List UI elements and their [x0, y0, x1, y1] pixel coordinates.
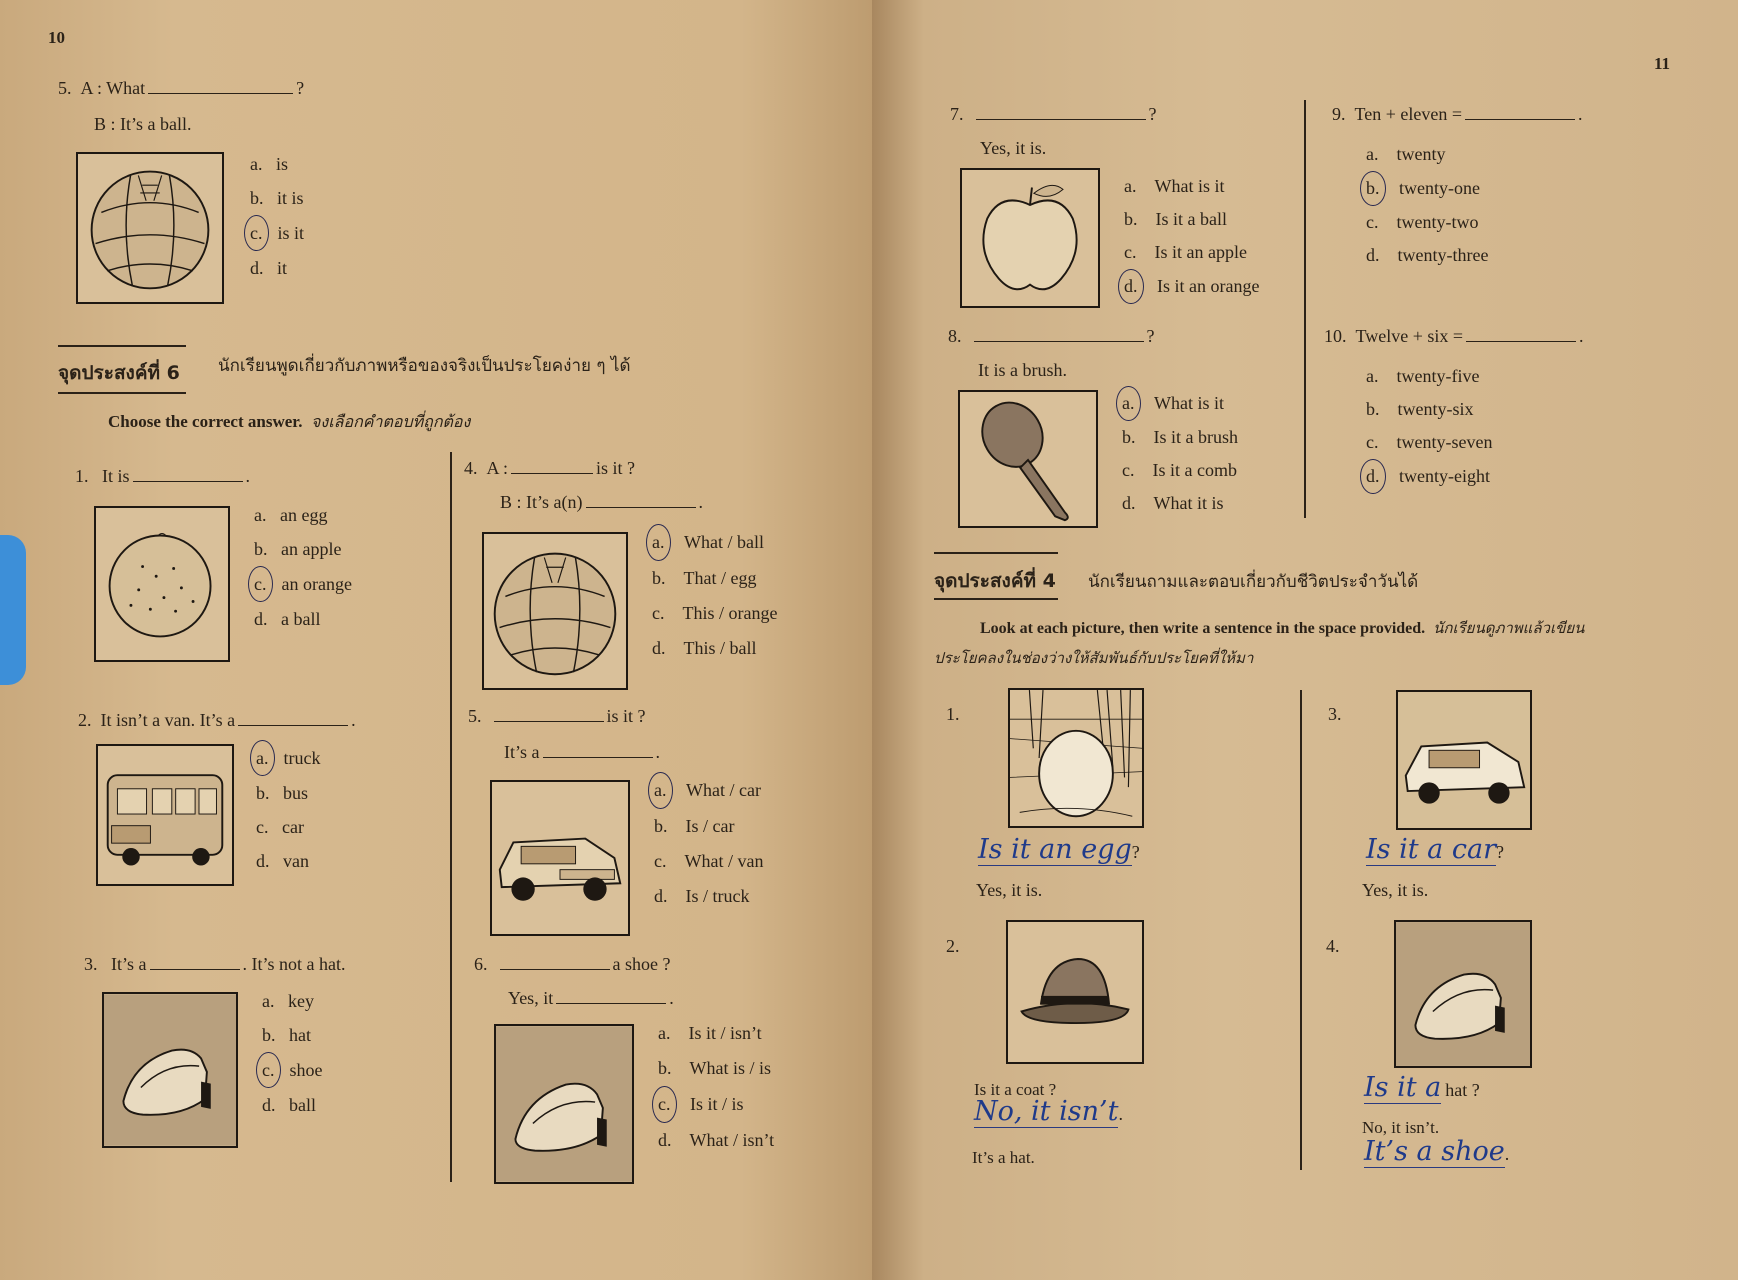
write-2-question: Is it a coat ? [974, 1080, 1057, 1099]
option-selected[interactable]: a. What / car [654, 772, 763, 809]
orange-picture [94, 506, 230, 662]
column-divider [450, 452, 452, 1182]
question-5-line-a: 5. A : What ? [58, 78, 305, 98]
option-selected[interactable]: b. twenty-one [1366, 171, 1488, 206]
section-4-label: จุดประสงค์ที่ 4 [934, 570, 1056, 592]
question-4-line-a: 4. A : is it ? [464, 458, 636, 478]
question-3-options [262, 984, 323, 1122]
question-1-options [254, 498, 352, 636]
option-selected[interactable]: c. an orange [254, 566, 352, 602]
option[interactable]: a. is [250, 154, 289, 174]
car-picture [1396, 690, 1532, 830]
question-5b-line-a: 5. is it ? [468, 706, 646, 726]
section-divider [58, 392, 186, 394]
bus-picture [96, 744, 234, 886]
shoe-picture [494, 1024, 634, 1184]
write-4-number: 4. [1326, 936, 1340, 956]
column-divider [1300, 690, 1302, 1170]
question-4-line-b: B : It’s a(n) . [500, 492, 703, 512]
option[interactable]: b. Is it a brush [1122, 427, 1238, 447]
instruction: Look at each picture, then write a sentence in the space provided. นักเรียนดูภาพแล้วเขียน [980, 619, 1585, 637]
option[interactable]: b. an apple [254, 539, 342, 559]
handwritten-answer[interactable]: It’s a shoe [1364, 1136, 1505, 1167]
option[interactable]: d. a ball [254, 609, 321, 629]
write-2-number: 2. [946, 936, 960, 956]
option[interactable]: c. This / orange [652, 603, 778, 623]
option-selected[interactable]: a. truck [256, 740, 320, 776]
option[interactable]: d. Is / truck [654, 886, 750, 906]
option[interactable]: d. it [250, 258, 288, 278]
page-number: 11 [1654, 54, 1671, 73]
instruction-continued: ประโยคลงในช่องว่างให้สัมพันธ์กับประโยคที่ให้มา [934, 649, 1254, 667]
question-6-line-b: Yes, it . [508, 988, 674, 1008]
question-10-options [1366, 360, 1492, 494]
handwritten-answer[interactable]: No, it isn’t [974, 1096, 1119, 1127]
option[interactable]: a. Is it / isn’t [658, 1023, 762, 1043]
option-selected[interactable]: a. What is it [1122, 386, 1238, 421]
option-selected[interactable]: c. Is it / is [658, 1086, 774, 1123]
page-number: 10 [48, 28, 65, 47]
write-4-answer-line-2: It’s a shoe. [1364, 1136, 1510, 1167]
section-divider [934, 598, 1058, 600]
write-1-answer-line: Is it an egg? [978, 834, 1140, 865]
option[interactable]: d. van [256, 851, 309, 871]
option[interactable]: d. What it is [1122, 493, 1224, 513]
option[interactable]: c. Is it a comb [1122, 460, 1237, 480]
option[interactable]: b. What is / is [658, 1058, 771, 1078]
ball-picture [76, 152, 224, 304]
section-4-text: นักเรียนถามและตอบเกี่ยวกับชีวิตประจำวันได้ [1088, 572, 1419, 592]
egg-picture [1008, 688, 1144, 828]
blue-sponge [0, 535, 26, 685]
section-divider [58, 345, 186, 347]
write-3-number: 3. [1328, 704, 1342, 724]
option-selected[interactable]: d. twenty-eight [1366, 459, 1492, 494]
question-7: 7. ? [950, 104, 1157, 124]
option[interactable]: a. twenty [1366, 144, 1446, 164]
question-9-options [1366, 138, 1488, 272]
section-divider [934, 552, 1058, 554]
right-page [872, 0, 1738, 1280]
option[interactable]: d. twenty-three [1366, 245, 1489, 265]
option[interactable]: c. twenty-two [1366, 212, 1479, 232]
question-8: 8. ? [948, 326, 1155, 346]
question-4-options [652, 524, 777, 666]
question-8-options [1122, 386, 1238, 520]
write-4-answer-line: Is it a hat ? [1364, 1072, 1480, 1103]
write-3-answer-line: Is it a car? [1366, 834, 1504, 865]
question-1: 1. It is . [75, 466, 251, 486]
option[interactable]: c. car [256, 817, 304, 837]
column-divider [1304, 100, 1306, 518]
option[interactable]: b. twenty-six [1366, 399, 1474, 419]
car-picture [490, 780, 630, 936]
question-7-options [1124, 170, 1259, 304]
option[interactable]: d. What / isn’t [658, 1130, 775, 1150]
write-3-response: Yes, it is. [1362, 880, 1429, 900]
question-2: 2. It isn’t a van. It’s a . [78, 710, 356, 730]
write-2-answer-line: No, it isn’t. [974, 1096, 1123, 1127]
handwritten-answer[interactable]: Is it a [1364, 1072, 1442, 1103]
question-10: 10. Twelve + six = . [1324, 326, 1584, 346]
option[interactable]: c. twenty-seven [1366, 432, 1493, 452]
option[interactable]: b. Is it a ball [1124, 209, 1227, 229]
option[interactable]: a. key [262, 991, 314, 1011]
option-selected[interactable]: a. What / ball [652, 524, 777, 561]
section-6-label: จุดประสงค์ที่ 6 [58, 362, 180, 384]
option[interactable]: d. ball [262, 1095, 316, 1115]
write-4-response: No, it isn’t. [1362, 1118, 1440, 1137]
question-3: 3. It’s a . It’s not a hat. [84, 954, 346, 974]
handwritten-answer[interactable]: Is it an egg [978, 834, 1132, 865]
apple-picture [960, 168, 1100, 308]
option-selected[interactable]: c. is it [250, 215, 304, 251]
brush-picture [958, 390, 1098, 528]
option[interactable]: a. What is it [1124, 176, 1225, 196]
option[interactable]: a. twenty-five [1366, 366, 1480, 386]
option[interactable]: c. What / van [654, 851, 764, 871]
question-8-answer: It is a brush. [978, 360, 1067, 380]
option[interactable]: b. Is / car [654, 816, 735, 836]
question-5b-line-b: It’s a . [504, 742, 660, 762]
option[interactable]: b. hat [262, 1025, 311, 1045]
section-6-text: นักเรียนพูดเกี่ยวกับภาพหรือของจริงเป็นประโยคง่าย ๆ ได้ [218, 356, 631, 376]
hat-picture [1006, 920, 1144, 1064]
question-9: 9. Ten + eleven = . [1332, 104, 1583, 124]
handwritten-answer[interactable]: Is it a car [1366, 834, 1496, 865]
question-6-line-a: 6. a shoe ? [474, 954, 671, 974]
ball-picture [482, 532, 628, 690]
shoe-picture [1394, 920, 1532, 1068]
option[interactable]: b. bus [256, 783, 309, 803]
question-2-options [256, 740, 320, 878]
shoe-picture [102, 992, 238, 1148]
write-1-number: 1. [946, 704, 960, 724]
option[interactable]: a. an egg [254, 505, 328, 525]
write-1-response: Yes, it is. [976, 880, 1043, 900]
option-selected[interactable]: c. shoe [262, 1052, 323, 1088]
option-selected[interactable]: d. Is it an orange [1124, 269, 1259, 304]
option[interactable]: c. Is it an apple [1124, 242, 1247, 262]
question-5b-options [654, 772, 763, 914]
question-6-options [658, 1016, 774, 1158]
option[interactable]: b. That / egg [652, 568, 757, 588]
question-7-answer: Yes, it is. [980, 138, 1047, 158]
question-5-line-b: B : It’s a ball. [94, 114, 192, 134]
option[interactable]: d. This / ball [652, 638, 757, 658]
option[interactable]: b. it is [250, 188, 304, 208]
instruction: Choose the correct answer. จงเลือกคำตอบที่ถูกต้อง [108, 412, 471, 431]
question-5-options [250, 147, 304, 285]
write-2-response: It’s a hat. [972, 1148, 1035, 1167]
